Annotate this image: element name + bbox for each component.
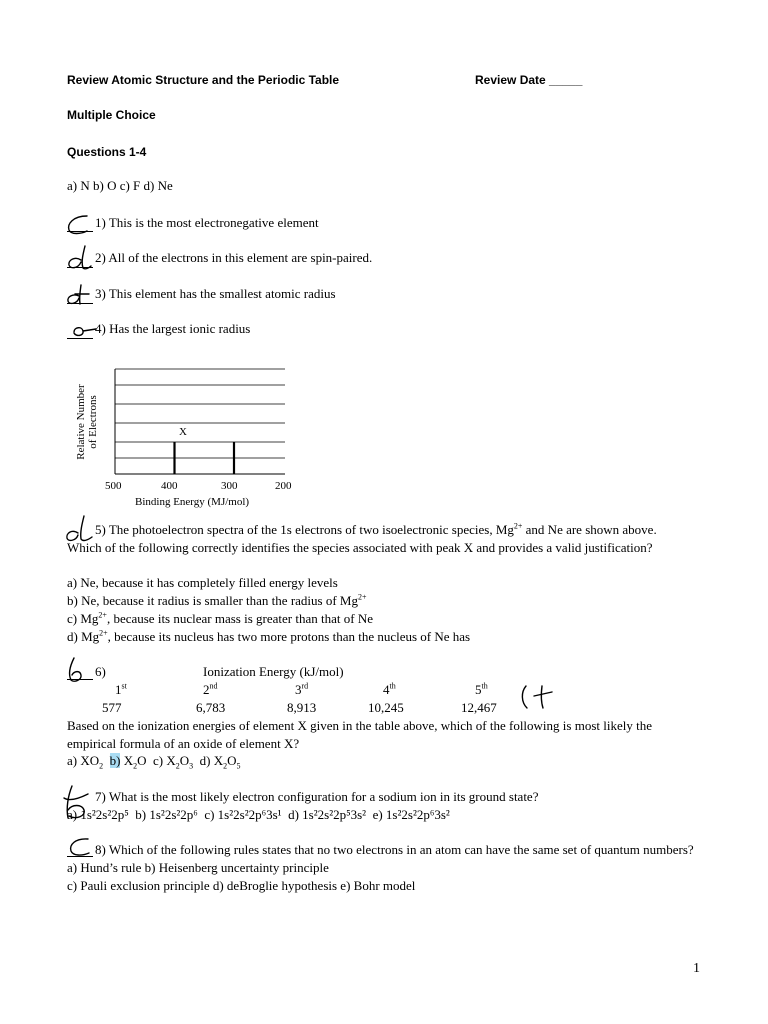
question-6-number: 6): [95, 664, 106, 679]
question-4: 4) Has the largest ionic radius: [95, 321, 251, 336]
pes-peak-label: X: [179, 426, 187, 438]
question-5-choice-c: c) $Mg^{2+}$, because its nuclear mass is greater than that of Ne: [67, 610, 373, 626]
pes-gridlines: [115, 369, 285, 458]
question-7-choices: [67, 807, 450, 823]
question-1: 1) This is the most electronegative element: [95, 215, 319, 230]
ie-value: 6,783: [196, 700, 226, 715]
pes-ylabel-line1: Relative Number: [75, 384, 87, 460]
question-5-choice-a: a) Ne, because it has completely filled energy levels: [67, 575, 338, 590]
ie-value: 8,913: [287, 700, 317, 715]
ionization-table-title: Ionization Energy (kJ/mol): [203, 664, 344, 679]
pes-xtick: 400: [161, 480, 178, 492]
handwritten-margin-note: [518, 682, 558, 712]
handwritten-answer-d: [65, 282, 95, 308]
handwritten-answer-d: [65, 244, 95, 272]
pes-xtick: 500: [105, 480, 122, 492]
question-6-choices: a) $XO_2$ b) $X_2O$ c) $X_2O_3$ d) $X_2O_5$: [67, 753, 241, 771]
pes-xtick: 200: [275, 480, 292, 492]
ie-value: 10,245: [368, 700, 404, 715]
pes-xtick: 300: [221, 480, 238, 492]
section-title: Multiple Choice: [67, 108, 156, 122]
q7-choice-c: c) 1s²2s²2p⁶3s¹: [204, 807, 282, 822]
ie-ordinal: 2nd: [203, 681, 218, 697]
group-choices: a) N b) O c) F d) Ne: [67, 178, 173, 193]
review-date-label: Review Date _____: [475, 73, 583, 87]
ie-ordinal: 3rd: [295, 681, 309, 697]
highlighted-choice-b: b): [109, 753, 121, 768]
ie-value: 12,467: [461, 700, 497, 715]
question-8-line2: c) Pauli exclusion principle d) deBroglie hypothesis e) Bohr model: [67, 878, 416, 893]
question-5-choice-b: b) Ne, because it radius is smaller than the radius of $Mg^{2+}$: [67, 592, 367, 608]
q7-choice-a: a) 1s²2s²2p⁵: [67, 807, 129, 822]
pes-chart: [75, 362, 305, 512]
q7-choice-b: b) 1s²2s²2p⁶: [135, 807, 198, 822]
question-group-title: Questions 1-4: [67, 145, 147, 159]
handwritten-answer-b: [64, 656, 94, 684]
page-number: 1: [693, 961, 700, 976]
handwritten-answer-o: [68, 322, 98, 342]
q7-choice-e: e) 1s²2s²2p⁶3s²: [372, 807, 450, 822]
document-title: Review Atomic Structure and the Periodic Table: [67, 73, 340, 87]
question-3: 3) This element has the smallest atomic radius: [95, 286, 336, 301]
question-7-stem: 7) What is the most likely electron configuration for a sodium ion in its ground state?: [95, 789, 539, 804]
q7-choice-d: d) 1s²2s²2p⁵3s²: [288, 807, 367, 822]
question-8-stem: 8) Which of the following rules states that no two electrons in an atom can have the same set of quantum numbers? a) Hund’s rule b) Heisenberg uncertainty principle: [67, 842, 694, 875]
question-6-stem: Based on the ionization energies of element X given in the table above, which of the following is most likely the empirical formula of an oxide of element X?: [67, 718, 652, 751]
question-5-choice-d: d) $Mg^{2+}$, because its nucleus has two more protons than the nucleus of Ne has: [67, 628, 471, 644]
ie-ordinal: 1st: [115, 681, 127, 697]
question-2: 2) All of the electrons in this element are spin-paired.: [95, 250, 373, 265]
ie-value: 577: [102, 700, 122, 715]
pes-ylabel-line2: of Electrons: [87, 395, 99, 449]
handwritten-answer-c: [65, 212, 95, 238]
question-5-stem: 5) The photoelectron spectra of the 1s electrons of two isoelectronic species, $Mg^{2+}$ and Ne are shown above. Which of the following correctly identifies the species associated with peak X and provides a valid justification?: [67, 521, 657, 555]
ie-ordinal: 4th: [383, 681, 396, 697]
ie-ordinal: 5th: [475, 681, 488, 697]
pes-xlabel: Binding Energy (MJ/mol): [135, 496, 250, 508]
